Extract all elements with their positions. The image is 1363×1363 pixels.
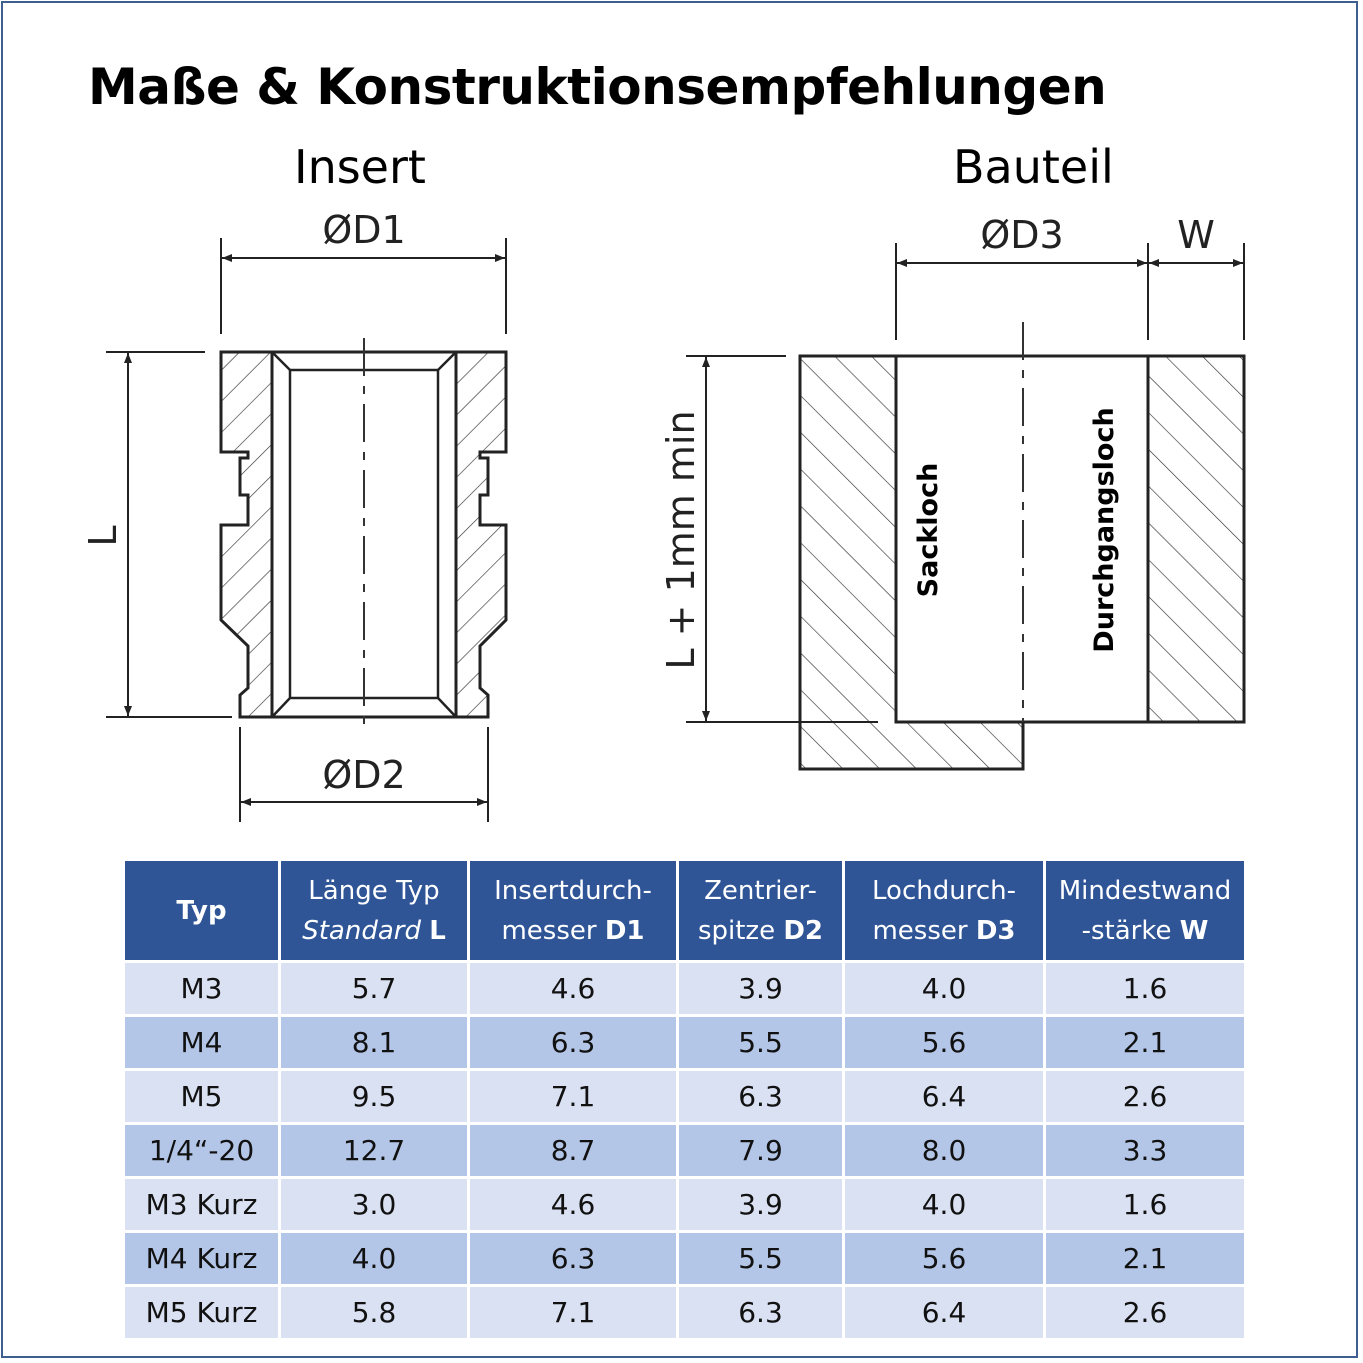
cell-d1: 8.7 <box>470 1125 676 1176</box>
cell-d1: 6.3 <box>470 1017 676 1068</box>
cell-d1: 4.6 <box>470 1179 676 1230</box>
cell-d1: 4.6 <box>470 963 676 1014</box>
insert-left-wall <box>221 352 272 717</box>
header-zentrierspitze: Zentrier- spitze D2 <box>679 861 842 960</box>
d2-label: ØD2 <box>322 753 406 797</box>
header-laenge: Länge Typ Standard L <box>281 861 467 960</box>
cell-d3: 8.0 <box>845 1125 1043 1176</box>
table-row <box>125 963 1244 1014</box>
d1-label: ØD1 <box>322 208 406 252</box>
cell-d2: 5.5 <box>679 1233 842 1284</box>
table-row <box>125 1125 1244 1176</box>
cell-typ: M4 <box>125 1017 278 1068</box>
cell-l: 5.8 <box>281 1287 467 1338</box>
table-row <box>125 1233 1244 1284</box>
cell-d1: 7.1 <box>470 1071 676 1122</box>
insert-right-wall <box>456 352 506 717</box>
insert-heading: Insert <box>294 140 426 194</box>
bauteil-right-wall <box>1148 356 1244 722</box>
cell-d3: 5.6 <box>845 1017 1043 1068</box>
cell-w: 3.3 <box>1046 1125 1244 1176</box>
cell-d1: 6.3 <box>470 1233 676 1284</box>
bauteil-section-drawing <box>659 213 1244 769</box>
cell-l: 4.0 <box>281 1233 467 1284</box>
cell-w: 2.6 <box>1046 1287 1244 1338</box>
depth-label: L + 1mm min <box>659 410 703 670</box>
cell-d3: 6.4 <box>845 1287 1043 1338</box>
table-row <box>125 1179 1244 1230</box>
cell-typ: M3 <box>125 963 278 1014</box>
table-row <box>125 1287 1244 1338</box>
cell-w: 1.6 <box>1046 1179 1244 1230</box>
cell-l: 5.7 <box>281 963 467 1014</box>
cell-d1: 7.1 <box>470 1287 676 1338</box>
cell-l: 12.7 <box>281 1125 467 1176</box>
cell-d2: 3.9 <box>679 1179 842 1230</box>
cell-w: 2.1 <box>1046 1017 1244 1068</box>
table-row <box>125 1017 1244 1068</box>
cell-w: 2.6 <box>1046 1071 1244 1122</box>
cell-typ: M5 <box>125 1071 278 1122</box>
sackloch-label: Sackloch <box>913 462 944 598</box>
dimensions-table <box>122 858 1247 1341</box>
cell-d3: 6.4 <box>845 1071 1043 1122</box>
table-header-row <box>125 861 1244 960</box>
cell-d3: 5.6 <box>845 1233 1043 1284</box>
cell-l: 8.1 <box>281 1017 467 1068</box>
cell-w: 1.6 <box>1046 963 1244 1014</box>
cell-d3: 4.0 <box>845 1179 1043 1230</box>
cell-l: 9.5 <box>281 1071 467 1122</box>
cell-d3: 4.0 <box>845 963 1043 1014</box>
cell-d2: 6.3 <box>679 1287 842 1338</box>
cell-d2: 5.5 <box>679 1017 842 1068</box>
cell-w: 2.1 <box>1046 1233 1244 1284</box>
header-typ: Typ <box>125 861 278 960</box>
cell-typ: M4 Kurz <box>125 1233 278 1284</box>
page-title: Maße & Konstruktionsempfehlungen <box>88 58 1107 116</box>
cell-typ: M3 Kurz <box>125 1179 278 1230</box>
cell-d2: 3.9 <box>679 963 842 1014</box>
cell-d2: 7.9 <box>679 1125 842 1176</box>
durchgangsloch-label: Durchgangsloch <box>1089 407 1120 653</box>
table-row <box>125 1071 1244 1122</box>
cell-l: 3.0 <box>281 1179 467 1230</box>
l-label: L <box>81 525 125 547</box>
cell-d2: 6.3 <box>679 1071 842 1122</box>
cell-typ: M5 Kurz <box>125 1287 278 1338</box>
bauteil-heading: Bauteil <box>953 140 1114 194</box>
header-mindestwandstaerke: Mindestwand -stärke W <box>1046 861 1244 960</box>
header-insertdurchmesser: Insertdurch- messer D1 <box>470 861 676 960</box>
d3-label: ØD3 <box>980 213 1064 257</box>
cell-typ: 1/4“-20 <box>125 1125 278 1176</box>
w-label: W <box>1177 213 1215 257</box>
insert-section-drawing <box>81 208 506 822</box>
header-lochdurchmesser: Lochdurch- messer D3 <box>845 861 1043 960</box>
